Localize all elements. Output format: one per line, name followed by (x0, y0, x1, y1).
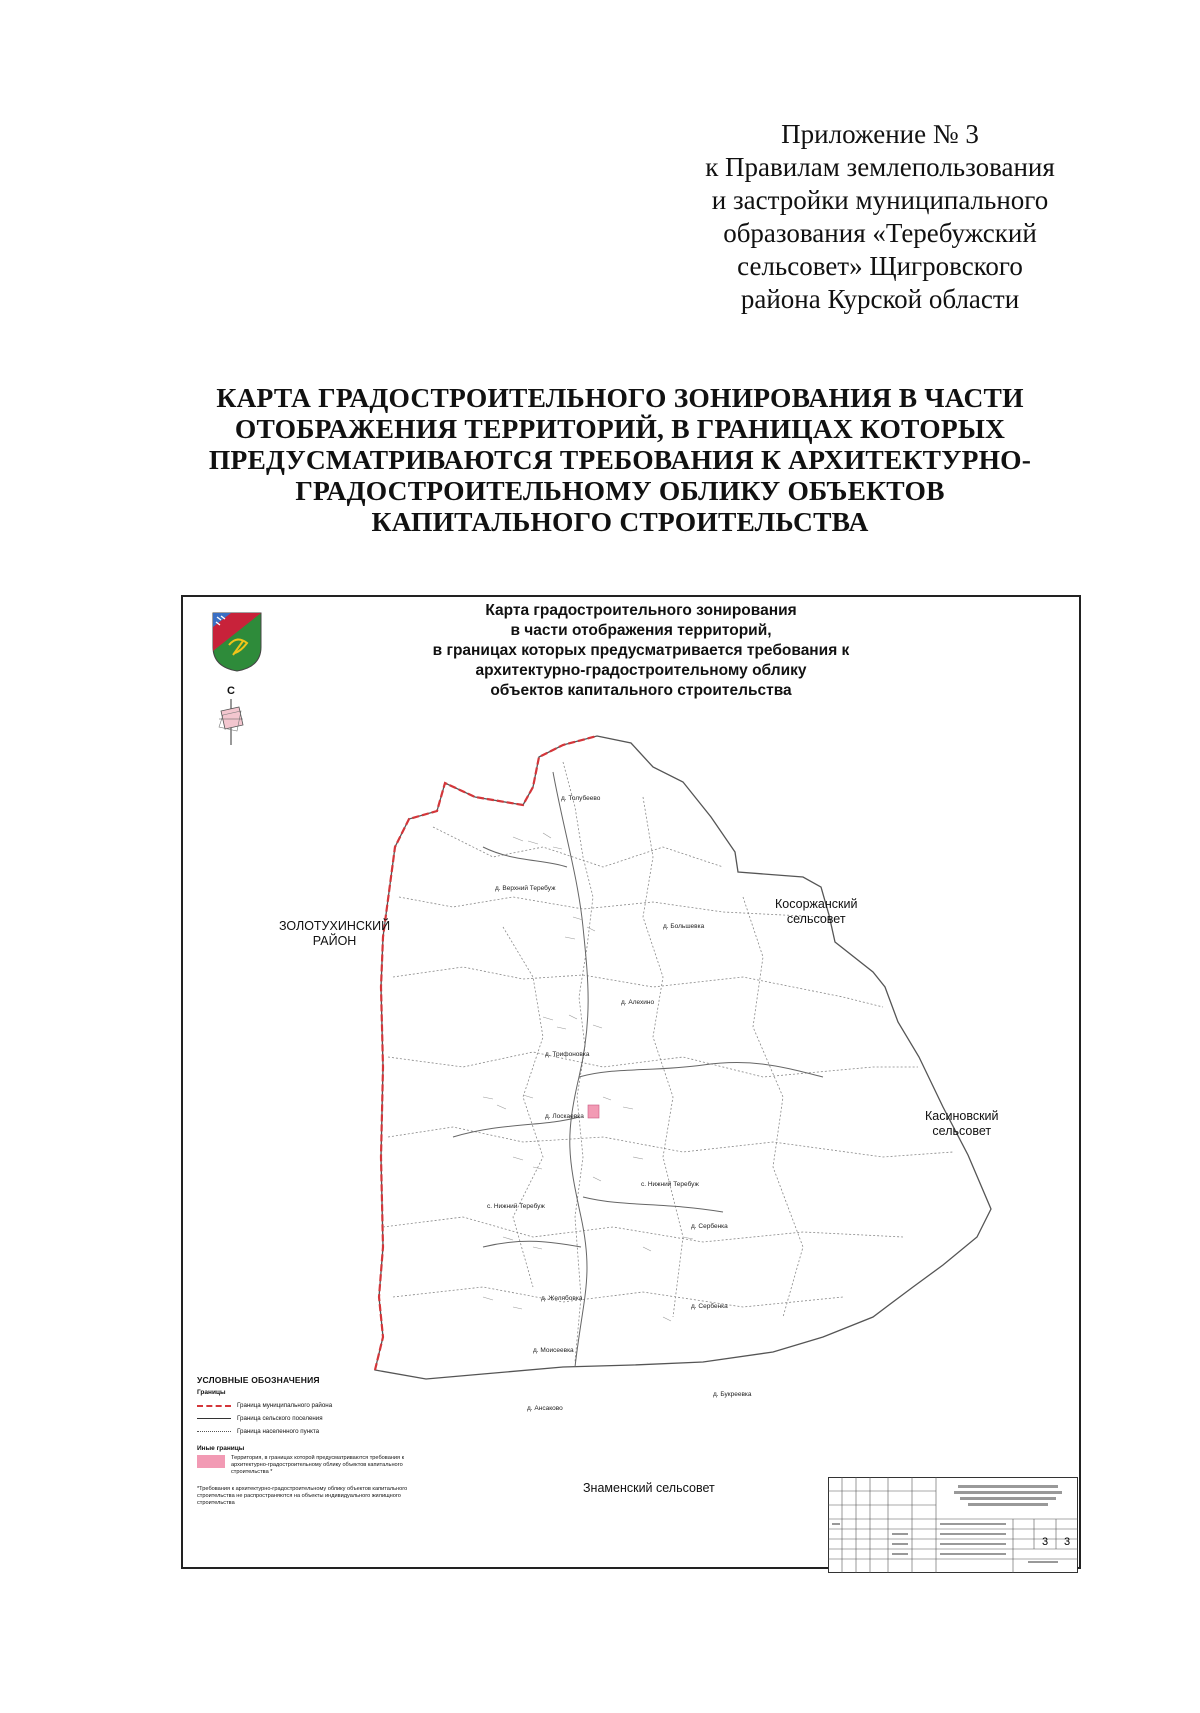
legend-settlement-line (197, 1418, 231, 1419)
architectural-zone (588, 1105, 599, 1118)
legend-zone-label: Территория, в границах которой предусматриваются требования к архитектурно-градостроительному облику объектов капитального строительства * (231, 1455, 405, 1475)
village-label: д. Большевка (663, 923, 705, 930)
settlement-boundary (375, 736, 991, 1379)
region-label-line: ЗОЛОТУХИНСКИЙ (279, 919, 391, 933)
stamp-sheets-total: 3 (1063, 1536, 1071, 1548)
map-title-line: объектов капитального строительства (490, 682, 792, 699)
village-label: д. Лоскаевка (545, 1113, 584, 1120)
legend-item-label: Граница сельского поселения (237, 1415, 323, 1422)
region-label-west (279, 919, 390, 949)
region-label-east (925, 1109, 999, 1139)
village-label: д. Сербенка (691, 1303, 728, 1310)
village-label: д. Моисеевка (533, 1347, 574, 1354)
document-title (170, 382, 1070, 537)
title-block-stamp (828, 1477, 1078, 1573)
map-title-line: в границах которых предусматривается требования к (432, 642, 850, 659)
region-label-line: Косоржанский (775, 897, 858, 911)
legend-footnote: *Требования к архитектурно-градостроительному облику объектов капитального строительства не распространяются на объекты индивидуального жилищного строительства (197, 1486, 408, 1506)
village-label: д. Трифоновка (545, 1051, 590, 1058)
appendix-line: Приложение № 3 (781, 119, 979, 149)
legend-item (197, 1402, 447, 1409)
village-label: с. Нижний Теребуж (641, 1181, 699, 1188)
legend-locality-line (197, 1431, 231, 1432)
region-label-line: Касиновский (925, 1109, 999, 1123)
legend-zone-swatch (197, 1455, 225, 1468)
map-title-line: в части отображения территорий, (510, 622, 772, 639)
appendix-line: района Курской области (740, 284, 1020, 314)
village-label: д. Ансаково (527, 1405, 563, 1412)
region-label-south: Знаменский сельсовет (583, 1481, 715, 1495)
legend-item-label: Граница муниципального района (237, 1402, 333, 1409)
legend-item (197, 1415, 447, 1422)
village-label: д. Толубеево (561, 795, 601, 802)
village-label: д. Желябовка (541, 1295, 583, 1302)
appendix-line: и застройки муниципального (711, 185, 1049, 215)
region-label-northeast (775, 897, 857, 927)
legend-other-heading: Иные границы (197, 1445, 245, 1452)
title-line: КАРТА ГРАДОСТРОИТЕЛЬНОГО ЗОНИРОВАНИЯ В ЧАСТИ (216, 382, 1024, 413)
map-title-line: архитектурно-градостроительному облику (475, 662, 807, 679)
appendix-line: к Правилам землепользования (705, 152, 1055, 182)
legend-boundaries-heading: Границы (197, 1389, 226, 1396)
appendix-header (600, 118, 1160, 316)
legend-title: УСЛОВНЫЕ ОБОЗНАЧЕНИЯ (197, 1375, 320, 1385)
title-line: ОТОБРАЖЕНИЯ ТЕРРИТОРИЙ, В ГРАНИЦАХ КОТОРЫХ (234, 413, 1006, 444)
region-label-line: РАЙОН (312, 934, 357, 948)
legend-district-line (197, 1405, 231, 1407)
map-frame (181, 595, 1081, 1569)
legend-item-label: Граница населенного пункта (237, 1428, 320, 1435)
settlement-areas (483, 833, 693, 1321)
legend-zone-item (197, 1455, 447, 1476)
village-label: д. Букреевка (713, 1391, 752, 1398)
appendix-line: сельсовет» Щигровского (737, 251, 1023, 281)
stamp-sheet-number: 3 (1041, 1536, 1049, 1548)
village-label: д. Верхний Теребуж (495, 885, 556, 892)
map-title-line: Карта градостроительного зонирования (485, 602, 797, 619)
region-label-line: сельсовет (932, 1124, 992, 1138)
village-label: д. Сербенка (691, 1223, 728, 1230)
region-label-line: сельсовет (786, 912, 846, 926)
map-legend (197, 1375, 447, 1507)
title-line: КАПИТАЛЬНОГО СТРОИТЕЛЬСТВА (371, 506, 869, 537)
title-line: ПРЕДУСМАТРИВАЮТСЯ ТРЕБОВАНИЯ К АРХИТЕКТУРНО- (208, 444, 1032, 475)
roads (453, 772, 823, 1367)
legend-item (197, 1428, 447, 1435)
village-label: д. Алехино (621, 999, 655, 1006)
compass-north-label: С (227, 685, 235, 697)
internal-lines (383, 762, 953, 1362)
title-line: ГРАДОСТРОИТЕЛЬНОМУ ОБЛИКУ ОБЪЕКТОВ (295, 475, 945, 506)
appendix-line: образования «Теребужский (723, 218, 1037, 248)
village-label: с. Нижний Теребуж (487, 1203, 545, 1210)
